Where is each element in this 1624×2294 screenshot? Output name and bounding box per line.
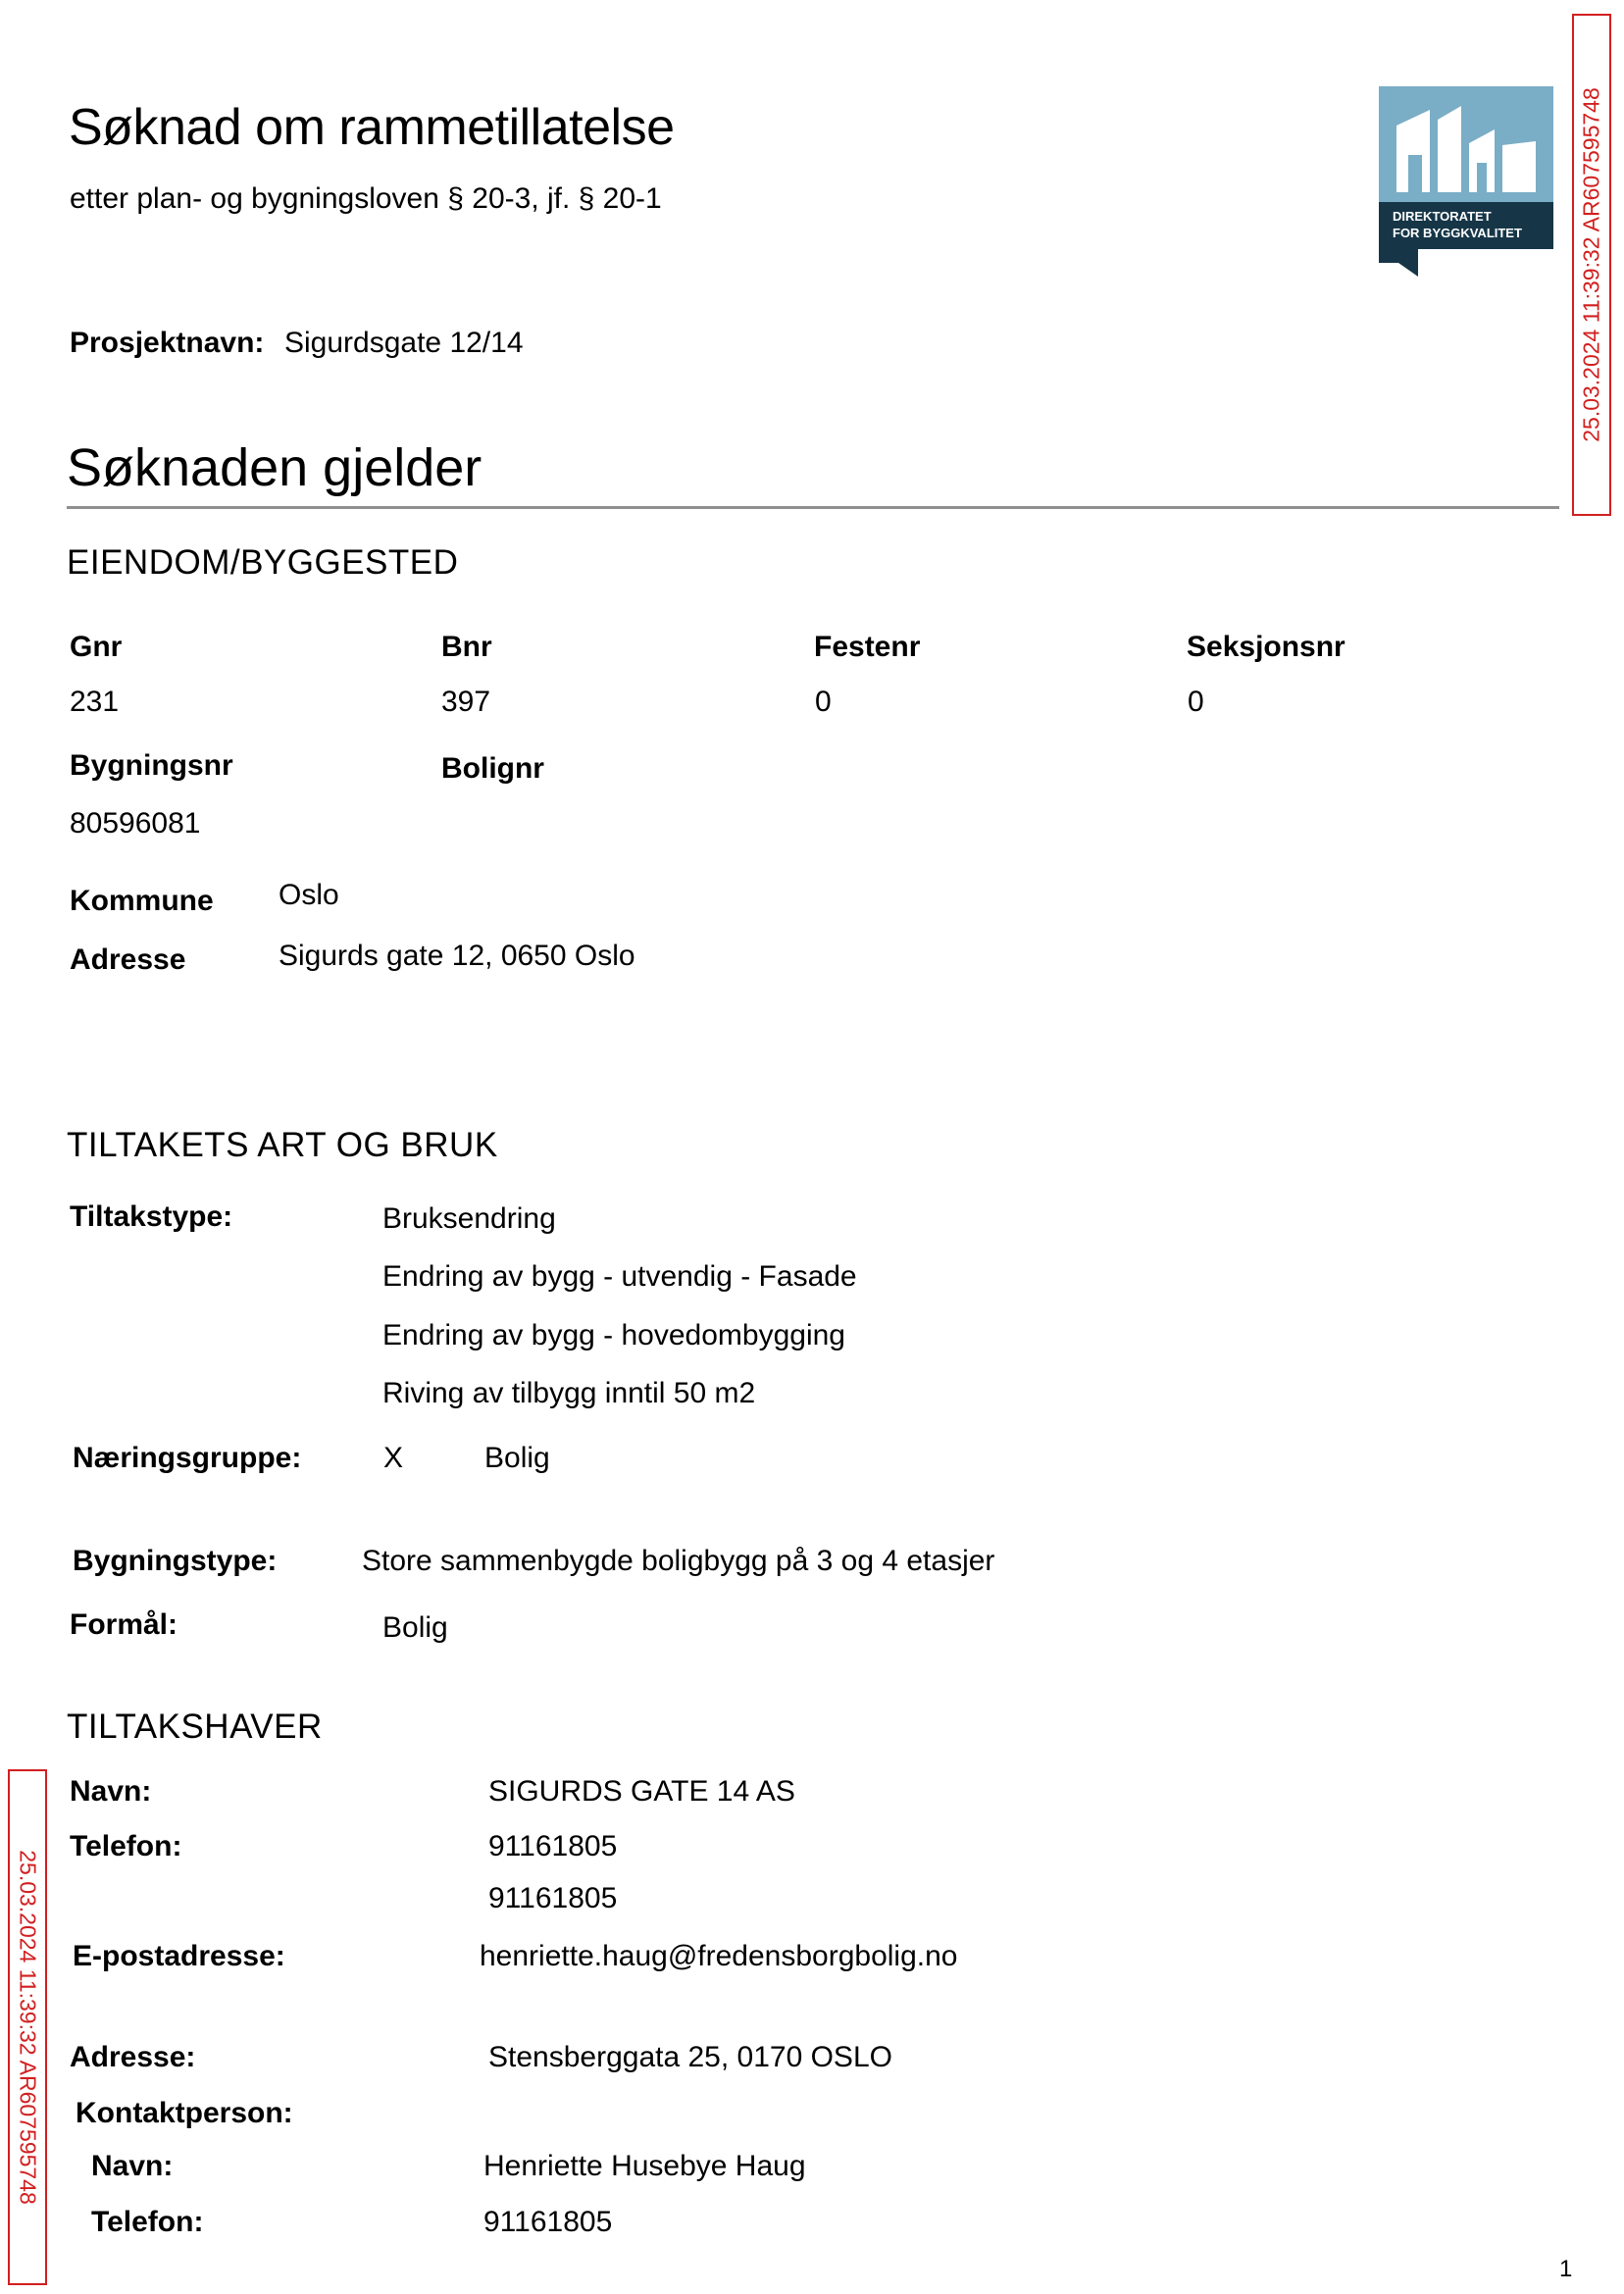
- tiltakshaver-heading: TILTAKSHAVER: [67, 1708, 323, 1746]
- telefon-label: Telefon:: [70, 1830, 182, 1862]
- naeringsgruppe-value: Bolig: [484, 1442, 550, 1474]
- project-value: Sigurdsgate 12/14: [284, 327, 524, 359]
- kontakt-telefon-label: Telefon:: [91, 2206, 204, 2238]
- adresse-label: Adresse: [70, 943, 186, 976]
- tiltakstype-item: Riving av tilbygg inntil 50 m2: [382, 1377, 756, 1409]
- formal-label: Formål:: [70, 1608, 178, 1641]
- timestamp-stamp-bottom: [8, 1769, 47, 2285]
- bygningsnr-value: 80596081: [70, 807, 201, 840]
- tiltakstype-item: Endring av bygg - hovedombygging: [382, 1319, 845, 1351]
- epost-value: henriette.haug@fredensborgbolig.no: [480, 1940, 958, 1972]
- bygningsnr-label: Bygningsnr: [70, 749, 233, 782]
- telefon-value-1: 91161805: [488, 1830, 618, 1862]
- kontakt-navn-label: Navn:: [91, 2150, 174, 2182]
- section-divider: [67, 506, 1559, 509]
- seksjonsnr-value: 0: [1188, 686, 1204, 718]
- naeringsgruppe-label: Næringsgruppe:: [73, 1442, 302, 1474]
- kommune-value: Oslo: [279, 879, 339, 911]
- logo-text-line1: DIREKTORATET: [1393, 209, 1492, 224]
- document-title: Søknad om rammetillatelse: [69, 99, 675, 156]
- kontaktperson-label: Kontaktperson:: [76, 2097, 293, 2129]
- project-label: Prosjektnavn:: [70, 327, 265, 359]
- telefon-value-2: 91161805: [488, 1882, 618, 1914]
- bnr-value: 397: [441, 686, 491, 718]
- bygningstype-label: Bygningstype:: [73, 1545, 278, 1577]
- section-title: Søknaden gjelder: [67, 438, 482, 497]
- kontakt-navn-value: Henriette Husebye Haug: [483, 2150, 806, 2182]
- logo-text-line2: FOR BYGGKVALITET: [1393, 226, 1522, 240]
- adresse-value: Sigurds gate 12, 0650 Oslo: [279, 940, 635, 972]
- tiltakstype-item: Bruksendring: [382, 1202, 556, 1235]
- naeringsgruppe-code: X: [383, 1442, 404, 1474]
- festenr-value: 0: [815, 686, 832, 718]
- epost-label: E-postadresse:: [73, 1940, 285, 1972]
- page-number: 1: [1559, 2256, 1573, 2282]
- dibk-logo: [1379, 86, 1553, 277]
- kontakt-telefon-value: 91161805: [483, 2206, 613, 2238]
- tiltak-heading: TILTAKETS ART OG BRUK: [67, 1126, 498, 1164]
- navn-label: Navn:: [70, 1775, 152, 1808]
- bygningstype-value: Store sammenbygde boligbygg på 3 og 4 etasjer: [362, 1545, 995, 1577]
- kommune-label: Kommune: [70, 885, 214, 917]
- document-subtitle: etter plan- og bygningsloven § 20-3, jf. § 20-1: [70, 182, 662, 215]
- adresse-value-tiltakshaver: Stensberggata 25, 0170 OSLO: [488, 2041, 892, 2073]
- tiltakstype-label: Tiltakstype:: [70, 1200, 233, 1233]
- stamp-text-top: 25.03.2024 11:39:32 AR607595748: [1578, 87, 1604, 442]
- formal-value: Bolig: [382, 1611, 448, 1644]
- tiltakstype-item: Endring av bygg - utvendig - Fasade: [382, 1260, 857, 1293]
- timestamp-stamp-top: [1572, 14, 1611, 516]
- gnr-value: 231: [70, 686, 120, 718]
- bnr-label: Bnr: [441, 631, 492, 663]
- gnr-label: Gnr: [70, 631, 123, 663]
- eiendom-heading: EIENDOM/BYGGESTED: [67, 543, 459, 582]
- seksjonsnr-label: Seksjonsnr: [1187, 631, 1345, 663]
- adresse-label-tiltakshaver: Adresse:: [70, 2041, 196, 2073]
- stamp-text-bottom: 25.03.2024 11:39:32 AR607595748: [15, 1850, 41, 2205]
- bolignr-label: Bolignr: [441, 752, 544, 785]
- festenr-label: Festenr: [814, 631, 921, 663]
- navn-value: SIGURDS GATE 14 AS: [488, 1775, 795, 1808]
